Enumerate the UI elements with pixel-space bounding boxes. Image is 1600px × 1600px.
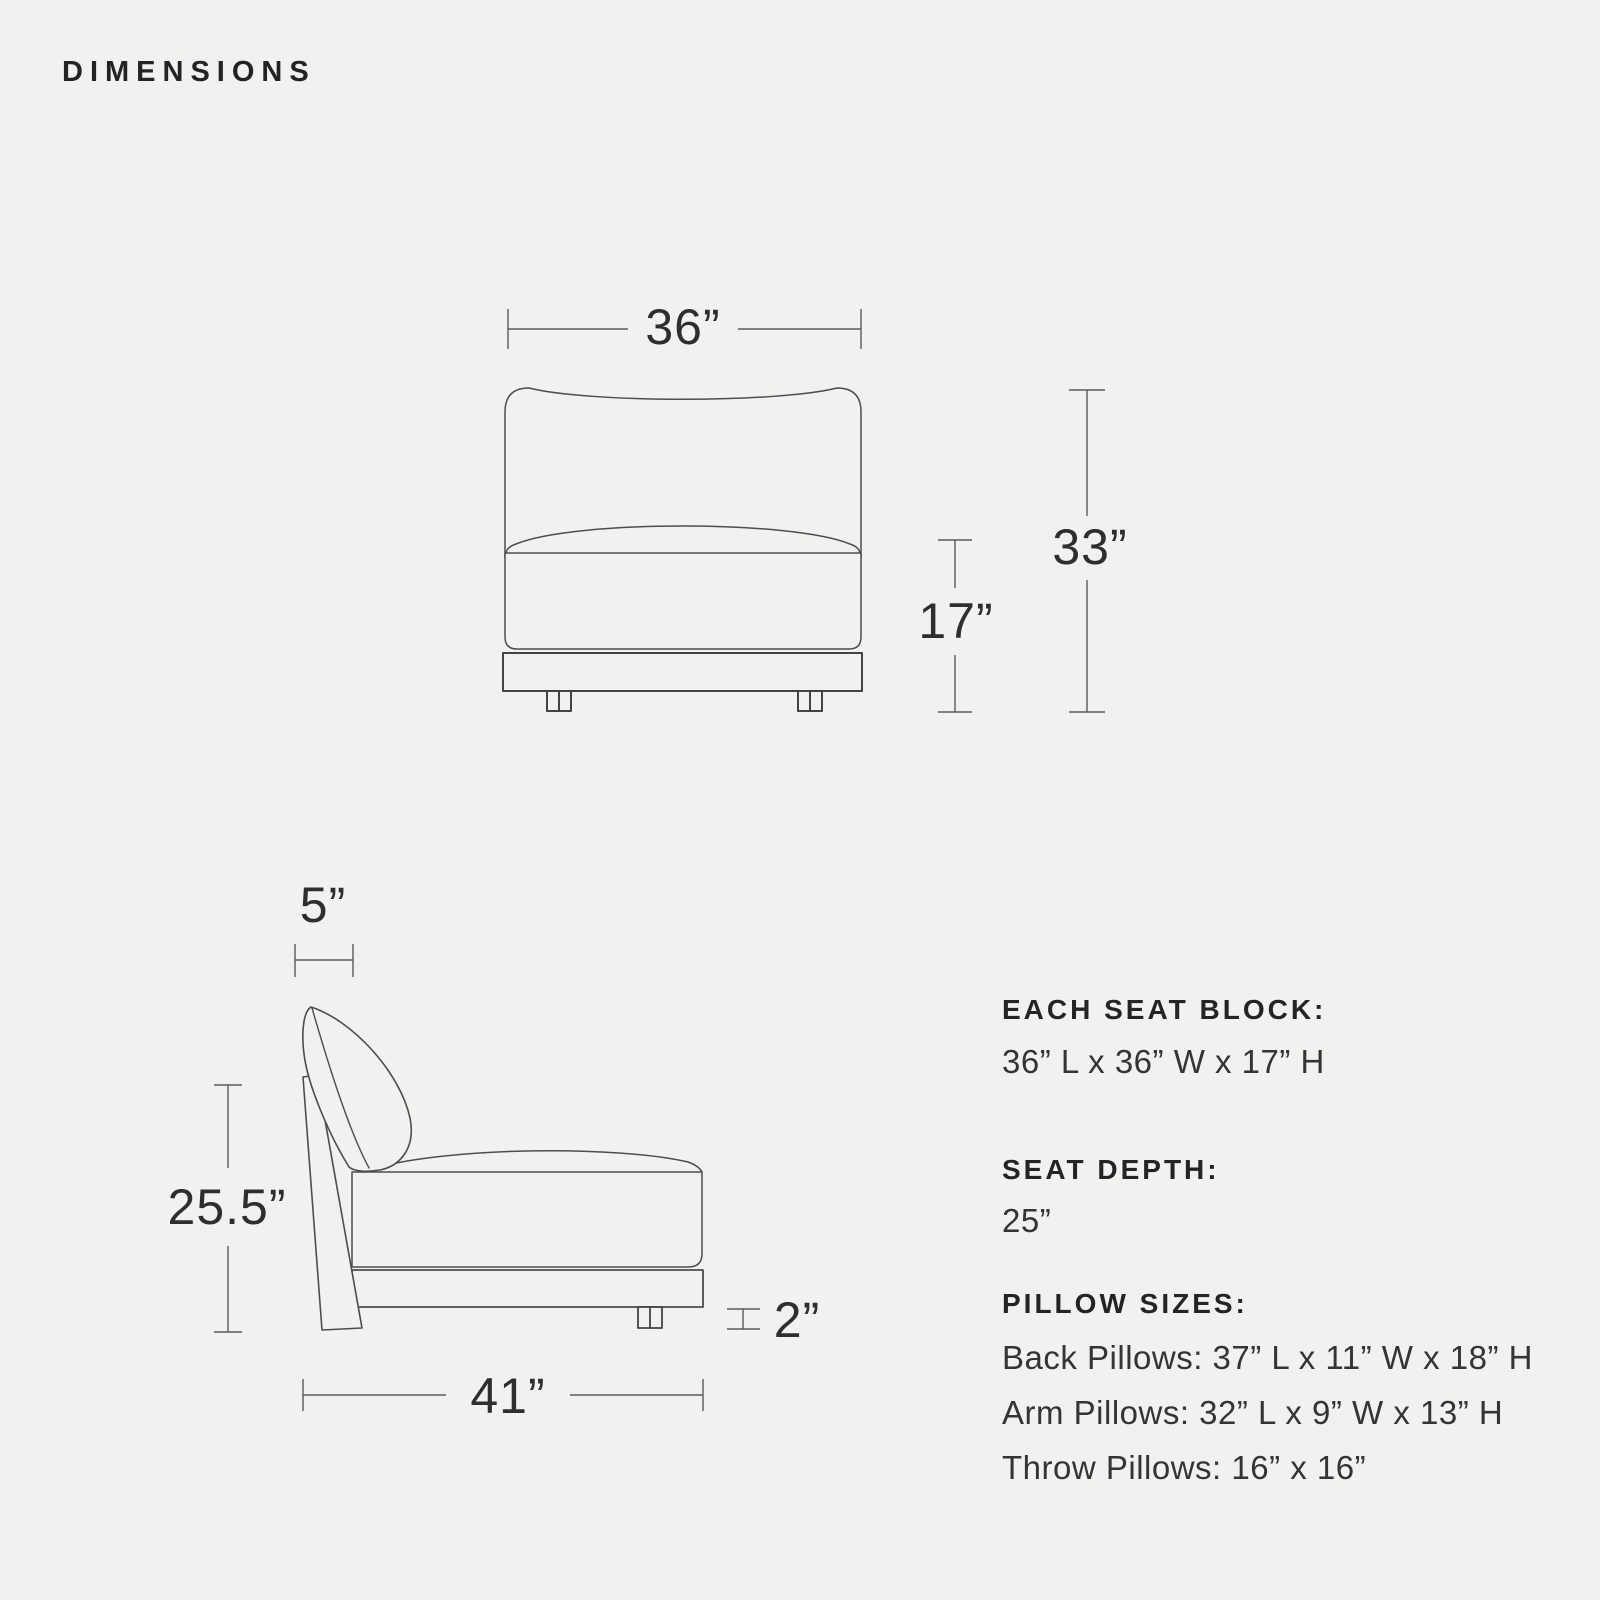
seat-block-heading: EACH SEAT BLOCK: — [1002, 994, 1327, 1025]
page-title: DIMENSIONS — [62, 56, 316, 88]
pillow-sizes-heading: PILLOW SIZES: — [1002, 1288, 1248, 1319]
side-base — [352, 1270, 703, 1307]
side-depth-label: 41” — [470, 1368, 546, 1424]
front-seat-box — [505, 553, 861, 649]
side-seat-box — [352, 1172, 702, 1267]
seat-depth-value: 25” — [1002, 1202, 1052, 1239]
side-leg-height-label: 2” — [773, 1292, 821, 1348]
side-seat-arc — [371, 1151, 702, 1172]
front-base — [503, 653, 862, 691]
front-total-height-label: 33” — [1052, 519, 1128, 575]
seat-block-value: 36” L x 36” W x 17” H — [1002, 1043, 1325, 1080]
front-seat-height-label: 17” — [918, 593, 994, 649]
front-view-drawing — [503, 388, 862, 711]
side-back-height-label: 25.5” — [167, 1179, 287, 1235]
front-legs — [547, 691, 822, 711]
back-pillows-value: Back Pillows: 37” L x 11” W x 18” H — [1002, 1339, 1533, 1376]
side-back-width-dimension — [295, 944, 353, 977]
front-width-label: 36” — [645, 299, 721, 355]
side-view-drawing — [303, 1007, 703, 1330]
seat-depth-heading: SEAT DEPTH: — [1002, 1154, 1220, 1185]
side-front-leg — [638, 1307, 662, 1328]
arm-pillows-value: Arm Pillows: 32” L x 9” W x 13” H — [1002, 1394, 1504, 1431]
side-leg-height-dimension — [727, 1309, 760, 1329]
side-back-width-label: 5” — [299, 877, 347, 933]
throw-pillows-value: Throw Pillows: 16” x 16” — [1002, 1449, 1367, 1486]
front-back-cushion — [505, 388, 861, 558]
